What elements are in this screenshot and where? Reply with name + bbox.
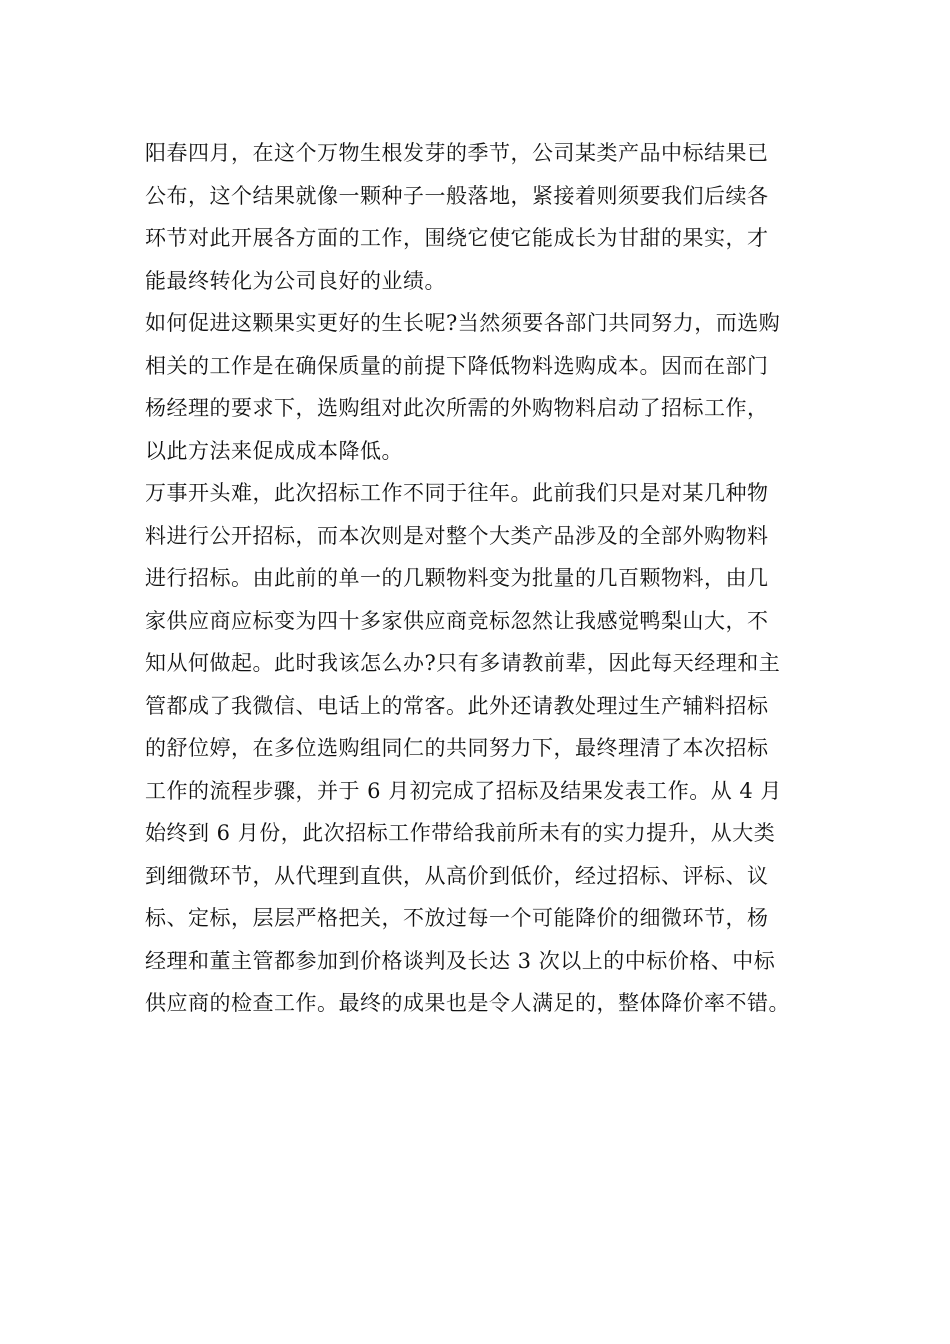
paragraph-2: 如何促进这颗果实更好的生长呢?当然须要各部门共同努力，而选购 相关的工作是在确保质量的前提下降低物料选购成本。因而在部门 杨经理的要求下，选购组对此次所需的外购物料启动了招标工作， 以此方法来促成成本降低。 bbox=[145, 311, 781, 463]
paragraph-1: 阳春四月，在这个万物生根发芽的季节，公司某类产品中标结果已 公布，这个结果就像一颗种子一般落地，紧接着则须要我们后续各 环节对此开展各方面的工作，围绕它使它能成长为甘甜的果实，才 能最终转化为公司良好的业绩。 bbox=[145, 141, 769, 293]
document-body bbox=[145, 132, 825, 1025]
paragraph-3: 万事开头难，此次招标工作不同于往年。此前我们只是对某几种物 料进行公开招标，而本次则是对整个大类产品涉及的全部外购物料 进行招标。由此前的单一的几颗物料变为批量的几百颗物料，由几 家供应商应标变为四十多家供应商竞标忽然让我感觉鸭梨山大，不 知从何做起。此时我该怎么办?只有多请教前辈，因此每天经理和主 管都成了我微信、电话上的常客。此外还请教处理过生产辅料招标 的舒位婷，在多位选购组同仁的共同努力下，最终理清了本次招标 工作的流程步骤，并于 6 月初完成了招标及结果发表工作。从 4 月 始终到 6 月份，此次招标工作带给我前所未有的实力提升，从大类 到细微环节，从代理到直供，从高价到低价，经过招标、评标、议 标、定标，层层严格把关，不放过每一个可能降价的细微环节，杨 经理和董主管都参加到价格谈判及长达 3 次以上的中标价格、中标 供应商的检查工作。最终的成果也是令人满足的，整体降价率不错。 bbox=[145, 481, 790, 1015]
